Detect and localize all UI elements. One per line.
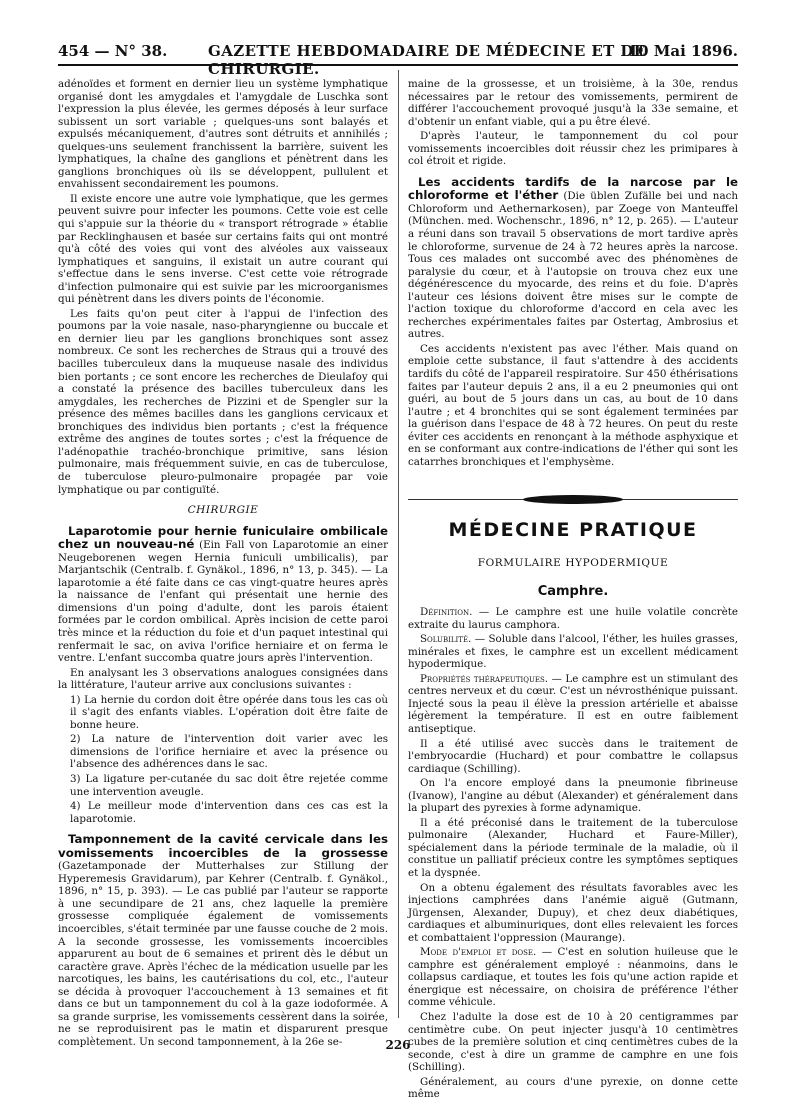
paragraph: Il a été préconisé dans le traitement de la tuberculose pulmonaire (Alexander, Huchard et Faure-Miller), spécialement dans la période terminale de la maladie, où il constitue un palliatif précieux contre les symptômes septiques et la dyspnée. (408, 816, 738, 879)
label: Solubilité. (420, 633, 472, 646)
journal-title: GAZETTE HEBDOMADAIRE DE MÉDECINE ET DE CHIRURGIE. (208, 42, 646, 78)
properties-paragraph (408, 673, 738, 736)
subsection-title: FORMULAIRE HYPODERMIQUE (477, 556, 669, 569)
conclusion-item: 1) La hernie du cordon doit être opérée dans tous les cas où il s'agit des enfants viables. L'opération doit être faite de bonne heure. (70, 693, 388, 731)
paragraph: Chez l'adulte la dose est de 10 à 20 centigrammes par centimètre cube. On peut injecter jusqu'à 10 centimètres cubes de la première solution et cinq centimètres cubes de la seconde, c'est à dire un gramme de camphre en une fois (Schilling). (408, 1011, 738, 1074)
conclusion-item: 2) La nature de l'intervention doit varier avec les dimensions de l'orifice herniaire et avec la présence ou l'absence des adhérences dans le sac. (70, 733, 388, 771)
paragraph: D'après l'auteur, le tamponnement du col pour vomissements incoercibles doit réussir chez les primipares à col étroit et rigide. (408, 130, 738, 168)
article-body: (Gazetamponade der Mutterhalses zur Stillung der Hyperemesis Gravidarum), par Kehrer (Centralb. f. Gynäkol., 1896, n° 15, p. 393). — Le cas publié par l'auteur se rapporte à une secundipare de 21 ans, chez laquelle la première grossesse compliquée également de vomissements incoercibles, s'était terminée par une fausse couche de 2 mois. A la seconde grossesse, les vomissements incoercibles apparurent au bout de 6 semaines et prirent dès le début un caractère grave. Après l'échec de la médication usuelle par les narcotiques, les bains, les cautérisations du col, etc., l'auteur se décida à provoquer l'accouchement à 13 semaines et fit dans ce but un tamponnement du col à la gaze iodoformée. A sa grande surprise, les vomissements cessèrent dans la soirée, ne se reproduisirent pas le matin et disparurent presque complètement. Un second tamponnement, à la 26e se- (58, 860, 388, 1048)
paragraph: On a obtenu également des résultats favorables avec les injections camphrées dans l'anémie aiguë (Gutmann, Jürgensen, Alexander, Dupuy), et chez deux diabétiques, cardiaques et albuminuriques, dont elles relevaient les forces et combattaient l'oppression (Maurange). (408, 881, 738, 944)
text: — C'est en solution huileuse que le camphre est généralement employé : néanmoins, dans le collapsus cardiaque, et toutes les fois qu'une action rapide et énergique est nécessaire, on choisira de préférence l'éther comme véhicule. (408, 946, 738, 1009)
text: — Soluble dans l'alcool, l'éther, les huiles grasses, minérales et fixes, le camphre est un excellent médicament hypodermique. (408, 633, 738, 671)
conclusion-item: 4) Le meilleur mode d'intervention dans ces cas est la laparotomie. (70, 800, 388, 825)
paragraph: Il existe encore une autre voie lymphatique, que les germes peuvent suivre pour infecter les poumons. Cette voie est celle qui s'appuie sur la théorie du « transport rétrograde » établie par Recklinghausen et basée sur certains faits qui ont montré qu'à côté des voies qui vont des alvéoles aux vaisseaux lymphatiques et sanguins, il existait un autre courant qui s'effectue dans le sens inverse. C'est cette voie rétrograde d'infection pulmonaire qui est suivie par les microorganismes qui pénètrent dans les divers points de l'économie. (58, 192, 388, 306)
label: Mode d'emploi et dose. (420, 946, 537, 959)
article-body: (Ein Fall von Laparotomie an einer Neugeborenen wegen Hernia funiculi umbilicalis), par Marjantschik (Centralb. f. Gynäkol., 1896, n° 13, p. 345). — La laparotomie a été faite dans ce cas vingt-quatre heures après la naissance de l'enfant qui présentait une hernie des dimensions d'un poing d'adulte, dont les parois étaient formées par le cordon ombilical. Après incision de cette paroi très mince et la réduction du foie et d'un paquet intestinal qui renfermait le sac, on aviva l'orifice herniaire et on ferma le ventre. L'enfant succomba quatre jours après l'intervention. (58, 539, 388, 665)
right-column (408, 78, 738, 1103)
issue-date: 10 Mai 1896. (627, 42, 738, 60)
header-rule (58, 64, 738, 66)
divider-ornament (523, 495, 623, 504)
paragraph: On l'a encore employé dans la pneumonie fibrineuse (Ivanow), l'angine au début (Alexander) et généralement dans la plupart des pyrexies à forme adynamique. (408, 777, 738, 815)
article-title: Tamponnement de la cavité cervicale dans les vomissements incoercibles de la grossesse (58, 832, 388, 860)
paragraph: Les faits qu'on peut citer à l'appui de l'infection des poumons par la voie nasale, naso-pharyngienne ou buccale et en dernier lieu par les ganglions bronchiques sont assez nombreux. Ce sont les recherches de Straus qui a trouvé des bacilles tuberculeux dans la muqueuse nasale des individus bien portants ; ce sont encore les recherches de Dieulafoy qui a constaté la présence des bacilles tuberculeux dans les amygdales, les recherches de Pizzini et de Spengler sur la présence des mêmes bacilles dans les ganglions cervicaux et bronchiques des individus bien portants ; c'est la fréquence extrême des angines de toutes sortes ; c'est la fréquence de l'adénopathie trachéo-bronchique primitive, sans lésion pulmonaire, mais fréquemment suivie, en cas de tuberculose, de tuberculose pleuro-pulmonaire propagée par voie lymphatique ou par contiguïté. (58, 307, 388, 496)
paragraph: Ces accidents n'existent pas avec l'éther. Mais quand on emploie cette substance, il faut s'attendre à des accidents tardifs du côté de l'appareil respiratoire. Sur 450 éthérisations faites par l'auteur depuis 2 ans, il a eu 2 pneumonies qui ont guéri, au bout de 5 jours dans un cas, au bout de 10 dans l'autre ; et 4 bronchites qui se sont également terminées par la guérison dans l'espace de 48 à 72 heures. On peut du reste éviter ces accidents en renonçant à la méthode asphyxique et en se conformant aux contre-indications de l'éther qui sont les catarrhes bronchiques et l'emphysème. (408, 342, 738, 468)
ornamental-divider (408, 482, 738, 518)
column-divider (398, 70, 399, 1018)
paragraph: maine de la grossesse, et un troisième, à la 30e, rendus nécessaires par le retour des vomissements, permirent de différer l'accouchement provoqué jusqu'à la 33e semaine, et d'obtenir un enfant viable, qui a pu être élevé. (408, 78, 738, 128)
label: Propriétés thérapeutiques. (420, 672, 549, 685)
paragraph: Généralement, au cours d'une pyrexie, on donne cette même (408, 1075, 738, 1101)
article-tamponnement (58, 833, 388, 1048)
mode-paragraph (408, 946, 738, 1009)
paragraph: adénoïdes et forment en dernier lieu un système lymphatique organisé dont les amygdales et l'amygdale de Luschka sont l'expression la plus élevée, les germes déposés à leur surface subissent un sort variable ; quelques-uns sont balayés et expulsés mécaniquement, d'autres sont détruits et annihilés ; quelques-uns seulement franchissent la barrière, suivent les lymphatiques, la chaîne des ganglions et pénètrent dans les ganglions bronchiques où ils se développent, pullulent et envahissent secondairement les poumons. (58, 78, 388, 191)
article-title: Laparotomie pour hernie funiculaire ombilicale chez un nouveau-né (58, 523, 388, 552)
article-laparotomie (58, 525, 388, 665)
text: — Le camphre est un stimulant des centres nerveux et du cœur. C'est un névrosthénique puissant. Injecté sous la peau il élève la pression artérielle et abaisse légèrement la température. Il est en outre faiblement antiseptique. (408, 672, 738, 735)
section-heading-chirurgie: CHIRURGIE (187, 504, 259, 517)
label: Définition. (420, 606, 473, 619)
article-title: Les accidents tardifs de la narcose par le chloroforme et l'éther (408, 174, 738, 203)
running-header (58, 38, 738, 78)
conclusion-item: 3) La ligature per-cutanée du sac doit être rejetée comme une intervention aveugle. (70, 772, 388, 798)
section-title-medecine-pratique: MÉDECINE PRATIQUE (448, 519, 698, 542)
article-accidents-narcose (408, 176, 738, 341)
solubility-paragraph (408, 633, 738, 671)
paragraph: Il a été utilisé avec succès dans le traitement de l'embryocardie (Huchard) et pour combattre le collapsus cardiaque (Schilling). (408, 737, 738, 775)
page-issue-number: 454 — N° 38. (58, 42, 168, 60)
left-column (58, 78, 388, 1050)
paragraph: En analysant les 3 observations analogues consignées dans la littérature, l'auteur arrive aux conclusions suivantes : (58, 666, 388, 692)
text: — Le camphre est une huile volatile concrète extraite du laurus camphora. (408, 606, 738, 631)
entry-title-camphre: Camphre. (537, 583, 609, 599)
page-number: 226 (385, 1038, 411, 1052)
definition-paragraph (408, 606, 738, 631)
journal-page (58, 38, 738, 1101)
article-body: (Die üblen Zufälle bei und nach Chloroform und Aethernarkosen), par Zoege von Manteuffel (München. med. Wochenschr., 1896, n° 12, p. 265). — L'auteur a réuni dans son travail 5 observations de mort tardive après le chloroforme, survenue de 24 à 72 heures après la narcose. Tous ces malades ont succombé avec des phénomènes de paralysie du cœur, et à l'autopsie on trouva chez eux une dégénérescence du myocarde, des reins et du foie. D'après l'auteur ces lésions doivent être mises sur le compte de l'action toxique du chloroforme d'accord en cela avec les recherches expérimentales faites par Ostertag, Ambrosius et autres. (408, 190, 738, 341)
